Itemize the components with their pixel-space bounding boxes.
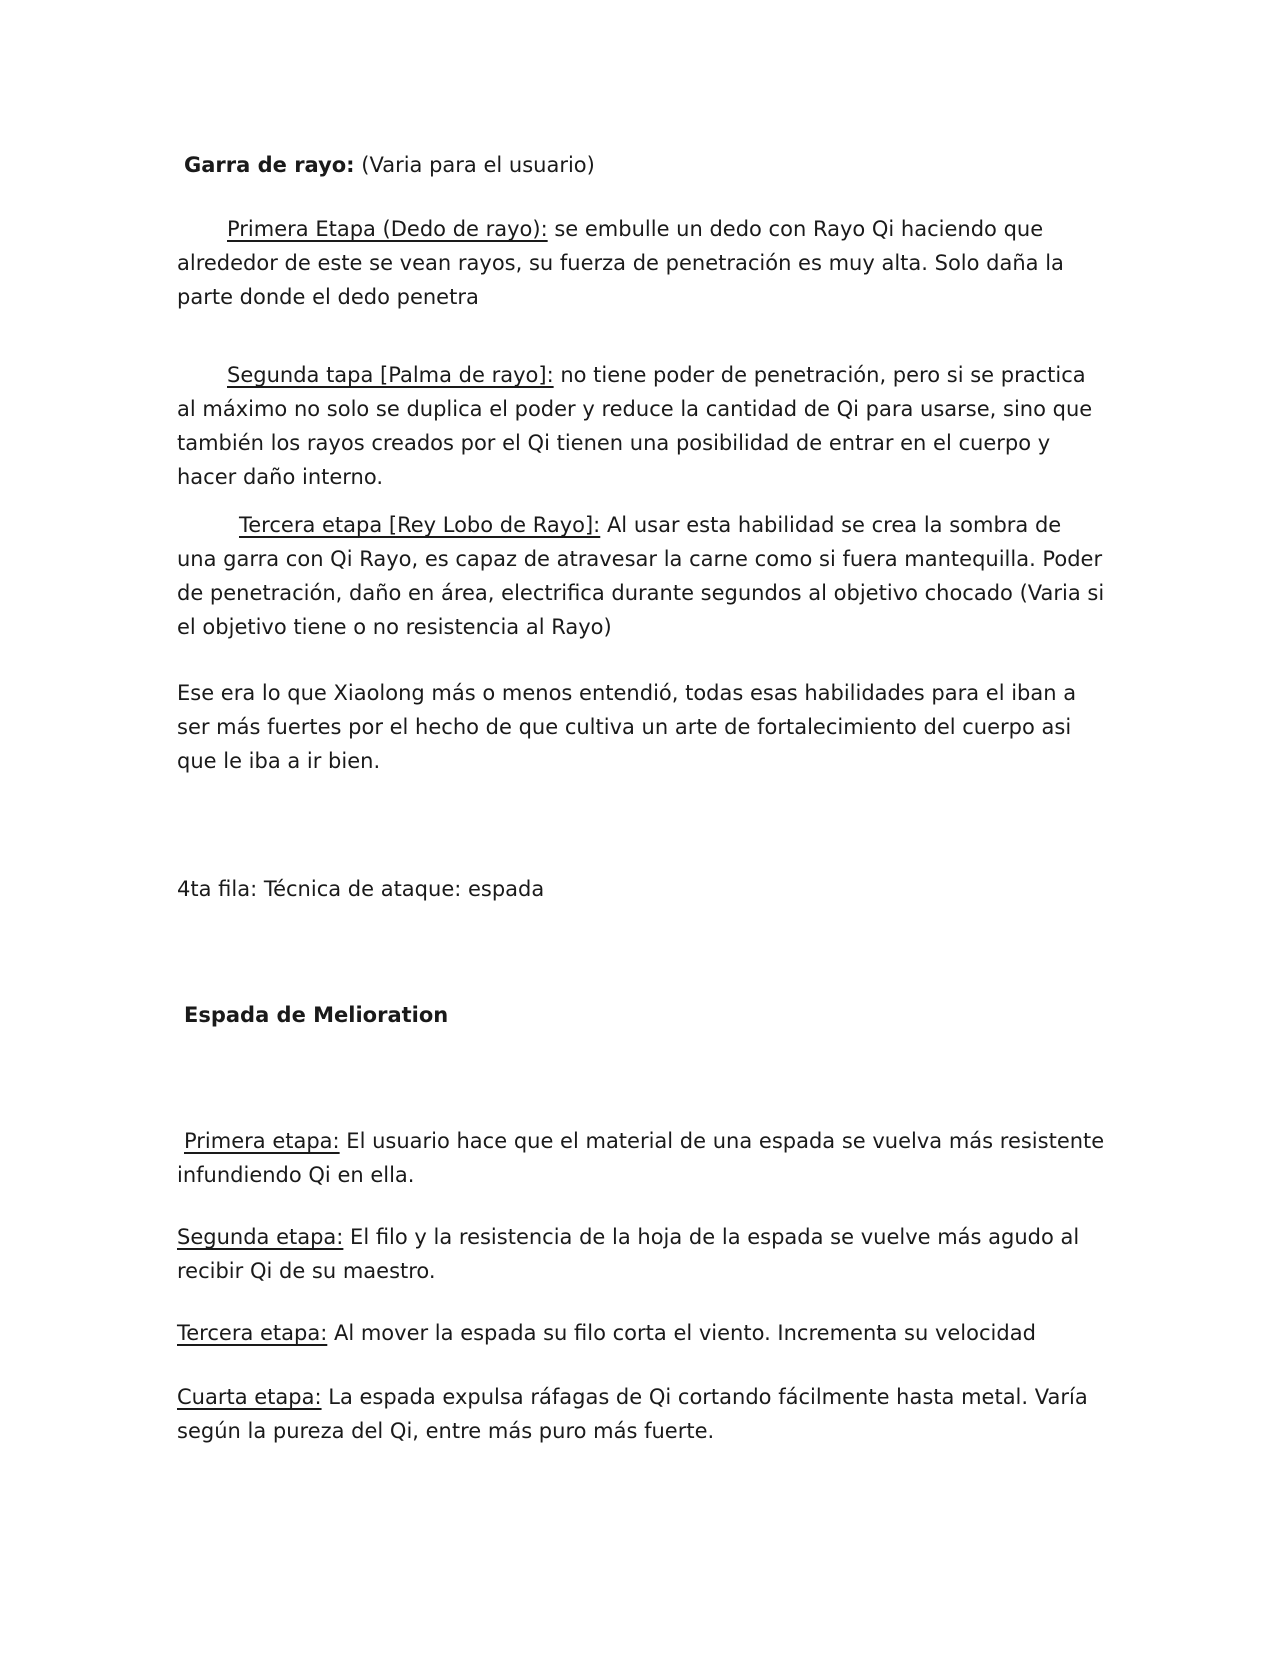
garra-note: (Varia para el usuario) [354,153,595,177]
fila-line: 4ta fila: Técnica de ataque: espada [177,877,545,901]
garra-heading-line [177,148,1107,182]
espada-title [177,998,1107,1032]
espada-etapa-3-text: Al mover la espada su filo corta el viento. Incrementa su velocidad [327,1321,1036,1345]
espada-etapa-1-text: El usuario hace que el material de una espada se vuelva más resistente infundiendo Qi en ella. [177,1129,1105,1187]
garra-etapa-1-text: se embulle un dedo con Rayo Qi haciendo que alrededor de este se vean rayos, su fuerza de penetración es muy alta. Solo daña la parte donde el dedo penetra [177,217,1064,309]
espada-etapa-3-label: Tercera etapa: [177,1321,328,1345]
garra-summary: Ese era lo que Xiaolong más o menos entendió, todas esas habilidades para el iban a ser más fuertes por el hecho de que cultiva un arte de fortalecimiento del cuerpo asi que le iba a ir bien. [177,681,1077,773]
espada-title-text: Espada de Melioration [184,1003,449,1027]
espada-etapa-1-label: Primera etapa: [184,1129,340,1153]
espada-etapa-3 [177,1316,1107,1350]
espada-etapa-4-label: Cuarta etapa: [177,1385,322,1409]
espada-etapa-4 [177,1380,1107,1448]
espada-etapa-2-label: Segunda etapa: [177,1225,344,1249]
espada-etapa-4-text: La espada expulsa ráfagas de Qi cortando fácilmente hasta metal. Varía según la pureza del Qi, entre más puro más fuerte. [177,1385,1088,1443]
garra-etapa-2-text: no tiene poder de penetración, pero si se practica al máximo no solo se duplica el poder y reduce la cantidad de Qi para usarse, sino que también los rayos creados por el Qi tienen una posibilidad de entrar en el cuerpo y hacer daño interno. [177,363,1093,489]
garra-etapa-1-label: Primera Etapa (Dedo de rayo): [227,217,548,241]
garra-etapa-3-label: Tercera etapa [Rey Lobo de Rayo]: [239,513,601,537]
espada-etapa-2 [177,1220,1107,1288]
garra-etapa-3-text: Al usar esta habilidad se crea la sombra de una garra con Qi Rayo, es capaz de atravesar la carne como si fuera mantequilla. Poder de penetración, daño en área, electrifica durante segundos al objetivo chocado (Varia si el objetivo tiene o no resistencia al Rayo) [177,513,1105,639]
espada-etapa-1 [177,1124,1107,1192]
garra-etapa-2-label: Segunda tapa [Palma de rayo]: [227,363,554,387]
espada-etapa-2-text: El filo y la resistencia de la hoja de la espada se vuelve más agudo al recibir Qi de su maestro. [177,1225,1080,1283]
garra-etapa-2 [177,358,1107,494]
garra-title: Garra de rayo: [184,153,355,177]
garra-etapa-3 [177,508,1107,644]
garra-etapa-1 [177,212,1107,314]
